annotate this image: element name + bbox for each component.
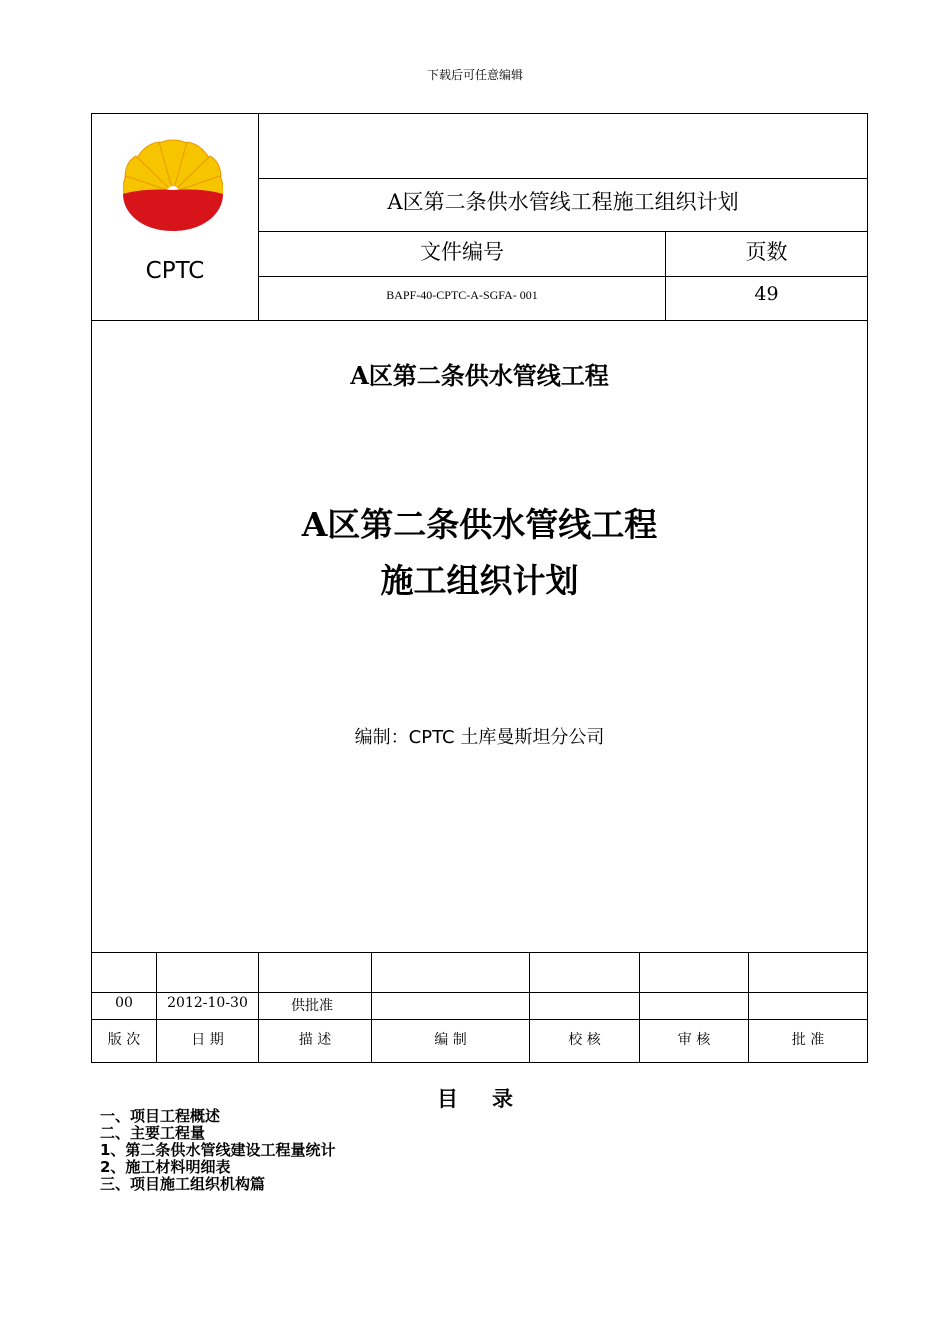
cnpc-logo [123,138,223,232]
divider [258,231,868,232]
col-header-checked: 校 核 [568,1032,601,1048]
document-title: A区第二条供水管线工程施工组织计划 [387,190,739,214]
file-number-label: 文件编号 [420,240,504,264]
main-title-line2: 施工组织计划 [380,561,579,600]
top-note: 下载后可任意编辑 [426,68,523,82]
toc-item[interactable]: 一、项目工程概述 [100,1107,221,1125]
revision-date: 2012-10-30 [167,995,248,1011]
toc-item[interactable]: 2、施工材料明细表 [100,1158,231,1176]
toc-item[interactable]: 三、项目施工组织机构篇 [100,1175,266,1193]
toc-title: 目录 [437,1086,547,1111]
col-header-version: 版 次 [107,1032,141,1048]
prepared-by: 编制：CPTC 土库曼斯坦分公司 [354,727,605,748]
col-header-prepared: 编 制 [434,1032,467,1048]
divider [91,1019,868,1020]
file-number: BAPF-40-CPTC-A-SGFA- 001 [386,288,538,302]
divider [258,276,868,277]
toc-list [100,1108,335,1193]
main-title [91,497,868,609]
col-header-reviewed: 审 核 [677,1032,711,1048]
page-count: 49 [754,283,779,305]
col-header-approved: 批 准 [791,1032,825,1048]
main-title-line1: A区第二条供水管线工程 [301,505,658,544]
divider [258,178,868,179]
revision-desc: 供批准 [291,998,333,1014]
project-title: A区第二条供水管线工程 [350,361,609,390]
revision-no: 00 [115,995,133,1011]
col-header-description: 描 述 [298,1032,332,1048]
company-name: CPTC [145,258,205,284]
toc-item[interactable]: 二、主要工程量 [100,1124,206,1142]
divider [91,992,868,993]
pages-label: 页数 [745,240,788,264]
toc-item[interactable]: 1、第二条供水管线建设工程量统计 [100,1141,336,1159]
divider [91,952,868,953]
col-header-date: 日 期 [191,1032,224,1048]
